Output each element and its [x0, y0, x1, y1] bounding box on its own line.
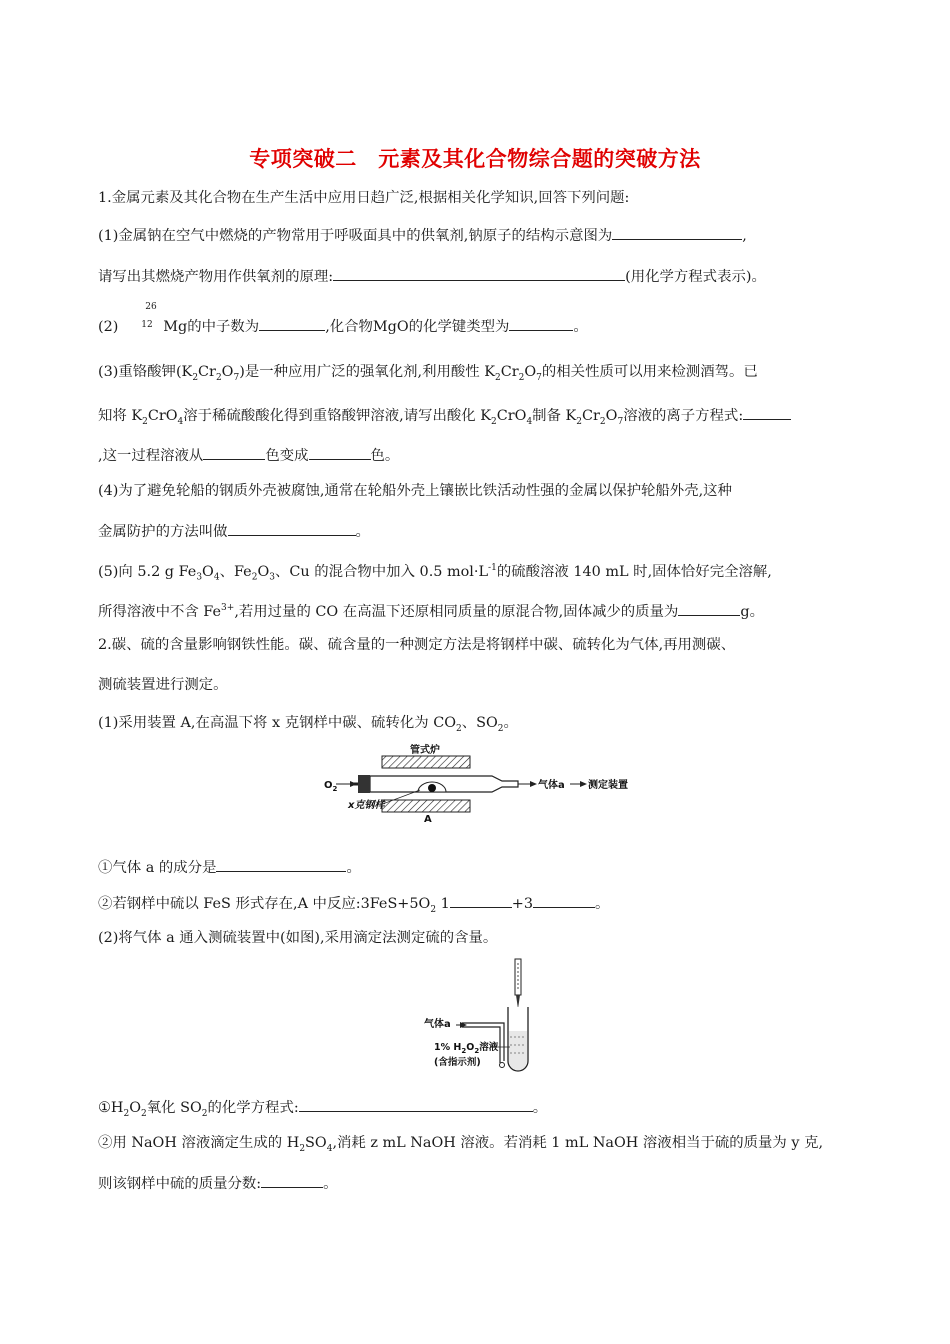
q1-part3-line3: ,这一过程溶液从 色变成 色。	[98, 444, 399, 466]
answer-blank[interactable]	[228, 520, 356, 536]
answer-blank[interactable]	[216, 856, 346, 872]
q1-part2: (2) 26 12 Mg的中子数为 ,化合物MgO的化学键类型为 。	[98, 302, 588, 335]
rubber-stopper	[358, 775, 370, 793]
solution-label: 1% $H_2O_2$溶液	[434, 1042, 499, 1055]
answer-blank[interactable]	[261, 1172, 323, 1188]
answer-blank[interactable]	[612, 224, 742, 240]
svg-text:O2: $O_2$	[324, 780, 338, 793]
answer-blank[interactable]	[743, 404, 791, 420]
q2-part2-ii-line2: 则该钢样中硫的质量分数: 。	[98, 1172, 338, 1194]
indicator-label: (含指示剂)	[434, 1057, 481, 1068]
q1-part1-line2: 请写出其燃烧产物用作供氧剂的原理: (用化学方程式表示)。	[98, 265, 766, 287]
q2-part1: (1)采用装置 A,在高温下将 x 克钢样中碳、硫转化为 $CO_2$、$SO_2$。	[98, 715, 518, 734]
apparatus-a-label: A	[424, 814, 432, 824]
q2-part1-ii: ②若钢样中硫以 FeS 形式存在,A 中反应$:3FeS+5O_2$ 1 +3 。	[98, 892, 609, 920]
answer-blank[interactable]	[678, 600, 740, 616]
tube-furnace-figure	[322, 742, 642, 824]
page-title: 专项突破二 元素及其化合物综合题的突破方法	[249, 147, 701, 171]
q1-part5-line2: 所得溶液中不含 $Fe^{3+}$,若用过量的 CO 在高温下还原相同质量的原混合物,固体减少的质量为 g。	[98, 598, 764, 622]
answer-blank[interactable]	[533, 892, 595, 908]
steel-sample	[428, 784, 436, 792]
answer-blank[interactable]	[259, 315, 325, 331]
q1-part5-line1: (5)向 5.2 g $Fe_3O_4$、$Fe_2O_3$、Cu 的混合物中加入 0.5 $mol\cdot L^{-1}$的硫酸溶液 140 mL 时,固体恰好完全溶解,	[98, 563, 772, 583]
q1-part1-line1: (1)金属钠在空气中燃烧的产物常用于呼吸面具中的供氧剂,钠原子的结构示意图为 ,	[98, 224, 747, 246]
sulfur-titration-figure	[422, 957, 562, 1077]
q1-part4-line1: (4)为了避免轮船的钢质外壳被腐蚀,通常在轮船外壳上镶嵌比铁活动性强的金属以保护轮船外壳,这种	[98, 483, 732, 499]
q1-stem: 1.金属元素及其化合物在生产生活中应用日趋广泛,根据相关化学知识,回答下列问题:	[98, 190, 630, 206]
q2-stem-line2: 测硫装置进行测定。	[98, 677, 228, 693]
gas-a-label: 气体a	[538, 780, 565, 791]
q1-part3-line1: (3)重铬酸钾$(K_2Cr_2O_7)$是一种应用广泛的强氧化剂,利用酸性 $K_2Cr_2O_7$的相关性质可以用来检测酒驾。已	[98, 364, 758, 383]
answer-blank[interactable]	[333, 265, 625, 281]
steel-sample-label: x克钢样	[348, 800, 385, 811]
answer-blank[interactable]	[509, 315, 573, 331]
answer-blank[interactable]	[450, 892, 512, 908]
q2-stem-line1: 2.碳、硫的含量影响钢铁性能。碳、硫含量的一种测定方法是将钢样中碳、硫转化为气体,再用测碳、	[98, 637, 736, 653]
answer-blank[interactable]	[299, 1096, 533, 1112]
q2-part2-ii-line1: ②用 NaOH 溶液滴定生成的 $H_2SO_4$,消耗 z mL NaOH 溶液。若消耗 1 mL NaOH 溶液相当于硫的质量为 y 克,	[98, 1135, 824, 1154]
furnace-label: 管式炉	[410, 745, 440, 756]
measuring-device-label: 测定装置	[588, 780, 628, 791]
answer-blank[interactable]	[203, 444, 265, 460]
gas-a-inlet-label: 气体a	[424, 1019, 451, 1030]
q1-part3-line2: 知将 $K_2CrO_4$溶于稀硫酸酸化得到重铬酸钾溶液,请写出酸化 $K_2CrO_4$制备 $K_2Cr_2O_7$溶液的离子方程式:	[98, 404, 791, 432]
q1-part4-line2: 金属防护的方法叫做 。	[98, 520, 370, 542]
isotope-symbol: 26 12	[141, 302, 157, 330]
q2-part1-i: ①气体 a 的成分是 。	[98, 856, 361, 878]
q2-part2: (2)将气体 a 通入测硫装置中(如图),采用滴定法测定硫的含量。	[98, 930, 498, 946]
answer-blank[interactable]	[309, 444, 371, 460]
q2-part2-i: $①H_2O_2$氧化 $SO_2$的化学方程式: 。	[98, 1096, 547, 1124]
furnace-top-wall	[382, 756, 470, 768]
furnace-bottom-wall	[382, 800, 470, 812]
